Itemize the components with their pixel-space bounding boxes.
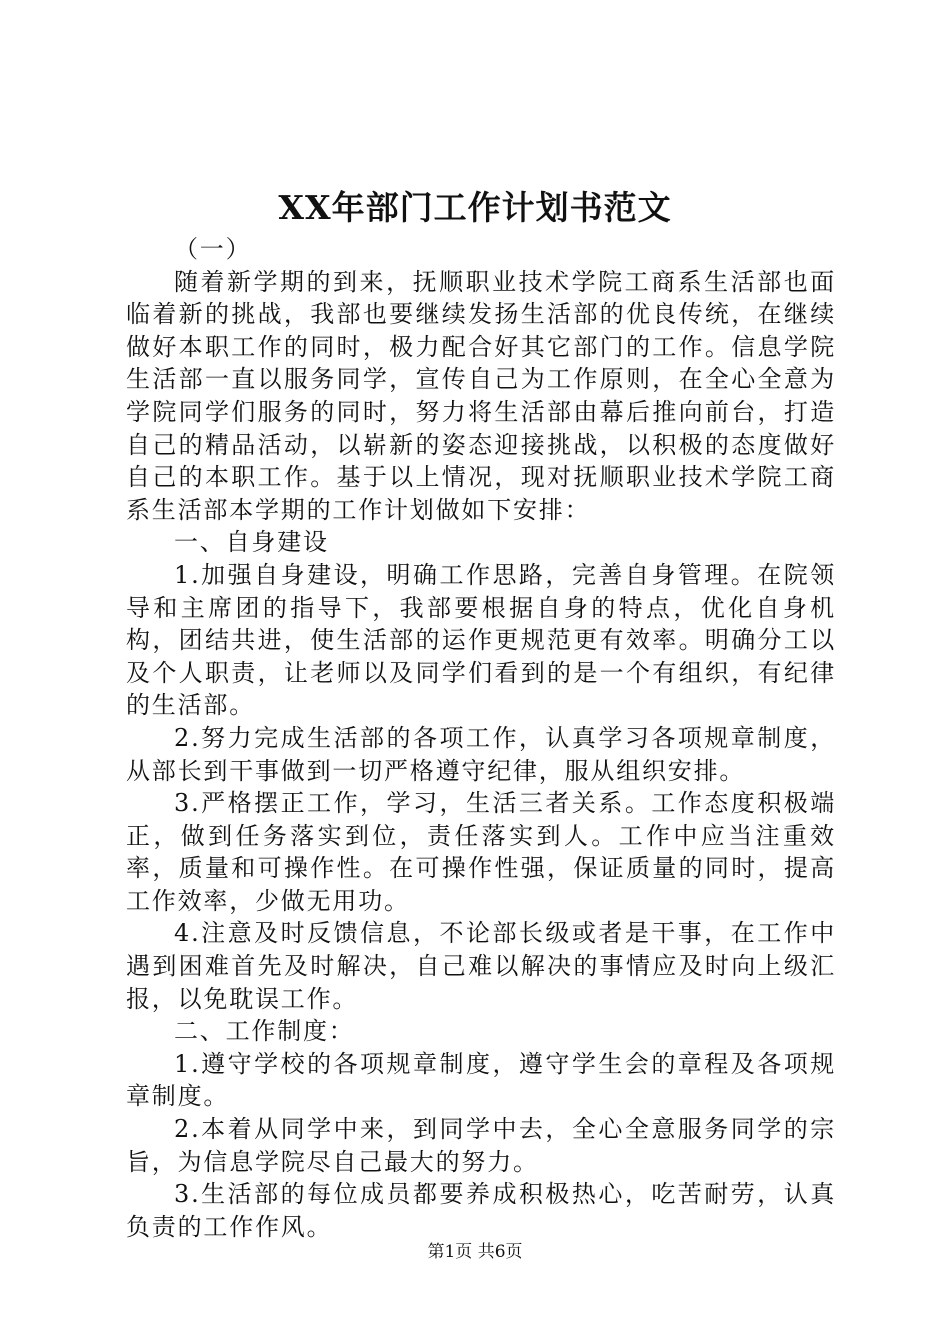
document-title: XX年部门工作计划书范文 — [278, 188, 672, 227]
paragraph-intro: 随着新学期的到来，抚顺职业技术学院工商系生活部也面临着新的挑战，我部也要继续发扬生活部的优良传统，在继续做好本职工作的同时，极力配合好其它部门的工作。信息学院生活部一直以服务同学，宣传自己为工作原则，在全心全意为学院同学们服务的同时，努力将生活部由幕后推向前台，打造自己的精品活动，以崭新的姿态迎接挑战，以积极的态度做好自己的本职工作。基于以上情况，现对抚顺职业技术学院工商系生活部本学期的工作计划做如下安排： — [126, 267, 836, 524]
paragraph-rule-1: 1.遵守学校的各项规章制度，遵守学生会的章程及各项规章制度。 — [126, 1049, 836, 1111]
heading-self-building: 一、自身建设 — [174, 528, 329, 557]
paragraph-item-3: 3.严格摆正工作，学习，生活三者关系。工作态度积极端正，做到任务落实到位，责任落实到人。工作中应当注重效率，质量和可操作性。在可操作性强，保证质量的同时，提高工作效率，少做无用功。 — [126, 789, 836, 915]
paragraph-rule-2: 2.本着从同学中来，到同学中去，全心全意服务同学的宗旨，为信息学院尽自己最大的努力。 — [126, 1115, 836, 1176]
heading-work-rules: 二、工作制度： — [174, 1017, 355, 1046]
paragraph-item-4: 4.注意及时反馈信息，不论部长级或者是干事，在工作中遇到困难首先及时解决，自己难以解决的事情应及时向上级汇报，以免耽误工作。 — [126, 919, 836, 1013]
paragraph-item-1: 1.加强自身建设，明确工作思路，完善自身管理。在院领导和主席团的指导下，我部要根据自身的特点，优化自身机构，团结共进，使生活部的运作更规范更有效率。明确分工以及个人职责，让老师以及同学们看到的是一个有组织，有纪律的生活部。 — [126, 560, 836, 720]
paragraph-rule-3: 3.生活部的每位成员都要养成积极热心，吃苦耐劳，认真负责的工作作风。 — [126, 1180, 836, 1241]
document-body — [126, 233, 836, 1243]
paragraph-section-number: （一） — [174, 235, 252, 263]
paragraph-item-2: 2.努力完成生活部的各项工作，认真学习各项规章制度，从部长到干事做到一切严格遵守纪律，服从组织安排。 — [126, 723, 836, 785]
page-footer: 第1页 共6页 — [427, 1242, 523, 1262]
